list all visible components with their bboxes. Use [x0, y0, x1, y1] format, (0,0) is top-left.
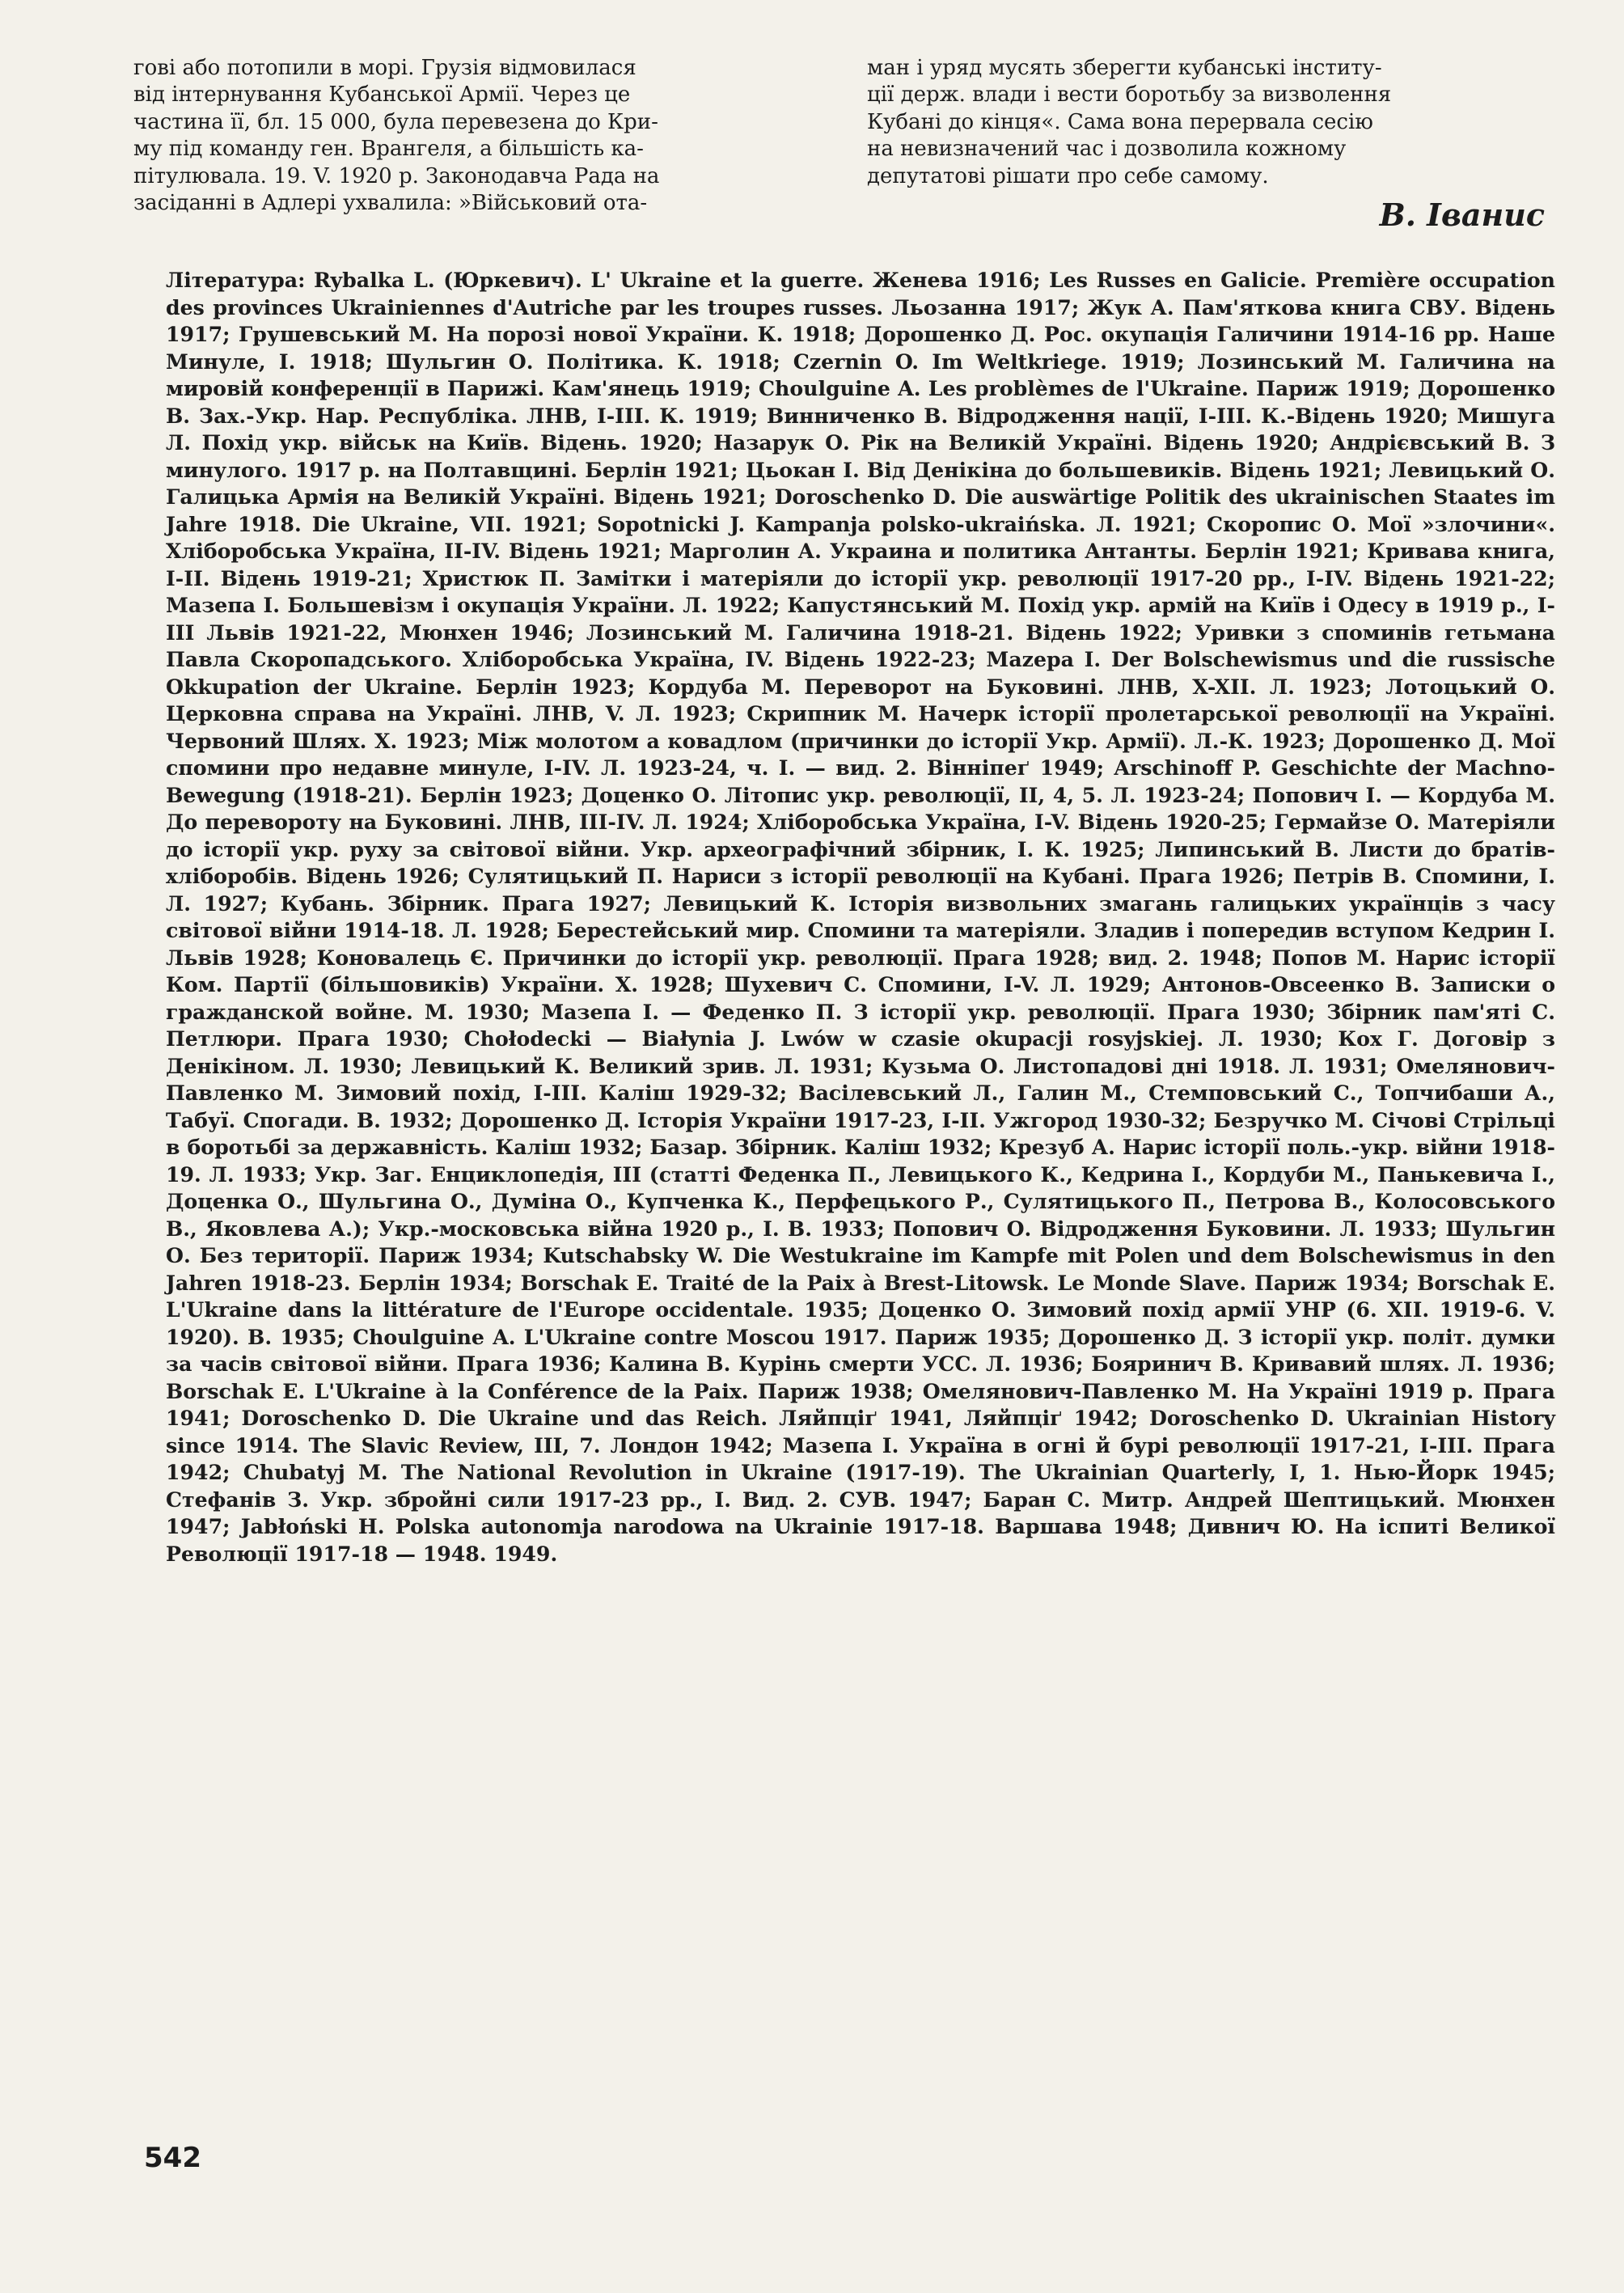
- right-column: [867, 55, 1550, 190]
- bibliography-label: Література:: [166, 268, 306, 292]
- text-line: Кубані до кінця«. Сама вона перервала сесію: [867, 109, 1373, 134]
- text-line: на невизначений час і дозволила кожному: [867, 137, 1347, 162]
- text-line: гові або потопили в морі. Грузія відмовилася: [133, 56, 636, 80]
- left-column: [133, 55, 817, 217]
- bibliography: [166, 267, 1555, 1567]
- text-line: пітулювала. 19. V. 1920 р. Законодавча Рада на: [133, 163, 660, 188]
- text-line: засіданні в Адлері ухвалила: »Військовий ота-: [133, 191, 648, 216]
- page-number: 542: [144, 2142, 201, 2174]
- text-line: депутатові рішати про себе самому.: [867, 163, 1269, 188]
- text-line: му під команду ген. Врангеля, а більшість ка-: [133, 137, 644, 162]
- text-line: частина її, бл. 15 000, була перевезена до Кри-: [133, 109, 658, 134]
- bibliography-text: Rybalka L. (Юркевич). L' Ukraine et la guerre. Женева 1916; Les Russes en Galicie. Première occupation des provinces Ukrainiennes d'Autriche par les troupes russes. Льозанна 1917; Жук А. Пам'яткова книга СВУ. Відень 1917; Грушевський М. На порозі нової України. К. 1918; Дорошенко Д. Рос. окупація Галичини 1914-16 рр. Наше Минуле, І. 1918; Шульгин О. Політика. К. 1918; Czernin O. Im Weltkriege. 1919; Лозинський М. Галичина на мировій конференції в Парижі. Кам'янець 1919; Choulguine A. Les problèmes de l'Ukraine. Париж 1919; Дорошенко В. Зах.-Укр. Нар. Республіка. ЛНВ, I-III. К. 1919; Винниченко В. Відродження нації, І-ІІІ. К.-Відень 1920; Мишуга Л. Похід укр. військ на Київ. Відень. 1920; Назарук О. Рік на Великій Україні. Відень 1920; Андрієвський В. З минулого. 1917 р. на Полтавщині. Берлін 1921; Цьокан І. Від Денікіна до большевиків. Відень 1921; Левицький О. Галицька Армія на Великій Україні. Відень 1921; Doroschenko D. Die auswärtige Politik des ukrainischen Staates im Jahre 1918. Die Ukraine, VII. 1921; Sopotnicki J. Kampanja polsko-ukraińska. Л. 1921; Скоропис О. Мої »злочини«. Хліборобська Україна, II-IV. Відень 1921; Марголин А. Украина и политика Антанты. Берлін 1921; Кривава книга, I-II. Відень 1919-21; Христюк П. Замітки і матеріяли до історії укр. революції 1917-20 рр., I-IV. Відень 1921-22; Мазепа І. Большевізм і окупація України. Л. 1922; Капустянський М. Похід укр. армій на Київ і Одесу в 1919 р., I-III Львів 1921-22, Мюнхен 1946; Лозинський М. Галичина 1918-21. Відень 1922; Уривки з споминів гетьмана Павла Скоропадського. Хліборобська Україна, IV. Відень 1922-23; Mazepa I. Der Bolschewismus und die russische Okkupation der Ukraine. Берлін 1923; Кордуба М. Переворот на Буковині. ЛНВ, X-XII. Л. 1923; Лотоцький О. Церковна справа на Україні. ЛНВ, V. Л. 1923; Скрипник М. Начерк історії пролетарської революції на Україні. Червоний Шлях. X. 1923; Між молотом а ковадлом (причинки до історії Укр. Армії). Л.-К. 1923; Дорошенко Д. Мої спомини про недавне минуле, I-IV. Л. 1923-24, ч. І. — вид. 2. Вінніпеґ 1949; Arschinoff P. Geschichte der Machno-Bewegung (1918-21). Берлін 1923; Доценко О. Літопис укр. революції, II, 4, 5. Л. 1923-24; Попович І. — Кордуба М. До перевороту на Буковині. ЛНВ, III-IV. Л. 1924; Хліборобська Україна, I-V. Відень 1920-25; Гермайзе О. Матеріяли до історії укр. руху за світової війни. Укр. археографічний збірник, I. К. 1925; Липинський В. Листи до братів-хліборобів. Відень 1926; Сулятицький П. Нариси з історії революції на Кубані. Прага 1926; Петрів В. Спомини, I. Л. 1927; Кубань. Збірник. Прага 1927; Левицький К. Історія визвольних змагань галицьких українців з часу світової війни 1914-18. Л. 1928; Берестейський мир. Спомини та матеріяли. Зладив і попередив вступом Кедрин І. Львів 1928; Коновалець Є. Причинки до історії укр. революції. Прага 1928; вид. 2. 1948; Попов М. Нарис історії Ком. Партії (більшовиків) України. X. 1928; Шухевич С. Спомини, I-V. Л. 1929; Антонов-Овсеенко В. Записки о гражданской войне. М. 1930; Мазепа І. — Феденко П. З історії укр. революції. Прага 1930; Збірник пам'яті С. Петлюри. Прага 1930; Chołodecki — Białynia J. Lwów w czasie okupacji rosyjskiej. Л. 1930; Кох Г. Договір з Денікіном. Л. 1930; Левицький К. Великий зрив. Л. 1931; Кузьма О. Листопадові дні 1918. Л. 1931; Омелянович-Павленко М. Зимовий похід, I-III. Каліш 1929-32; Васілевський Л., Галин М., Стемповський С., Топчибаши А., Табуї. Спогади. В. 1932; Дорошенко Д. Історія України 1917-23, I-II. Ужгород 1930-32; Безручко М. Січові Стрільці в боротьбі за державність. Каліш 1932; Базар. Збірник. Каліш 1932; Крезуб А. Нарис історії поль.-укр. війни 1918-19. Л. 1933; Укр. Заг. Енциклопедія, III (статті Феденка П., Левицького К., Кедрина І., Кордуби М., Панькевича І., Доценка О., Шульгина О., Думіна О., Купченка К., Перфецького Р., Сулятицького П., Петрова В., Колосовського В., Яковлева А.); Укр.-московська війна 1920 р., I. В. 1933; Попович О. Відродження Буковини. Л. 1933; Шульгин О. Без території. Париж 1934; Kutschabsky W. Die Westukraine im Kampfe mit Polen und dem Bolschewismus in den Jahren 1918-23. Берлін 1934; Borschak E. Traité de la Paix à Brest-Litowsk. Le Monde Slave. Париж 1934; Borschak E. L'Ukraine dans la littérature de l'Europe occidentale. 1935; Доценко О. Зимовий похід армії УНР (6. XII. 1919-6. V. 1920). В. 1935; Choulguine A. L'Ukraine contre Moscou 1917. Париж 1935; Дорошенко Д. З історії укр. політ. думки за часів світової війни. Прага 1936; Калина В. Курінь смерти УСС. Л. 1936; Бояринич В. Кривавий шлях. Л. 1936; Borschak E. L'Ukraine à la Conférence de la Paix. Париж 1938; Омелянович-Павленко М. На Україні 1919 р. Прага 1941; Doroschenko D. Die Ukraine und das Reich. Ляйпціґ 1941, Ляйпціґ 1942; Doroschenko D. Ukrainian History since 1914. The Slavic Review, III, 7. Лондон 1942; Мазепа І. Україна в огні й бурі революції 1917-21, I-III. Прага 1942; Chubatyj M. The National Revolution in Ukraine (1917-19). The Ukrainian Quarterly, I, 1. Нью-Йорк 1945; Стефанів З. Укр. збройні сили 1917-23 рр., I. Вид. 2. СУВ. 1947; Баран С. Митр. Андрей Шептицький. Мюнхен 1947; Jabłoński H. Polska autonomja narodowa na Ukrainie 1917-18. Варшава 1948; Дивнич Ю. На іспиті Великої Революції 1917-18 — 1948. 1949.: [166, 268, 1555, 1566]
- text-line: від інтернування Кубанської Армії. Через це: [133, 82, 631, 108]
- text-line: ції держ. влади і вести боротьбу за визволення: [867, 82, 1392, 108]
- text-line: ман і уряд мусять зберегти кубанські інститу-: [867, 56, 1382, 80]
- author-signature: В. Іванис: [1379, 197, 1545, 233]
